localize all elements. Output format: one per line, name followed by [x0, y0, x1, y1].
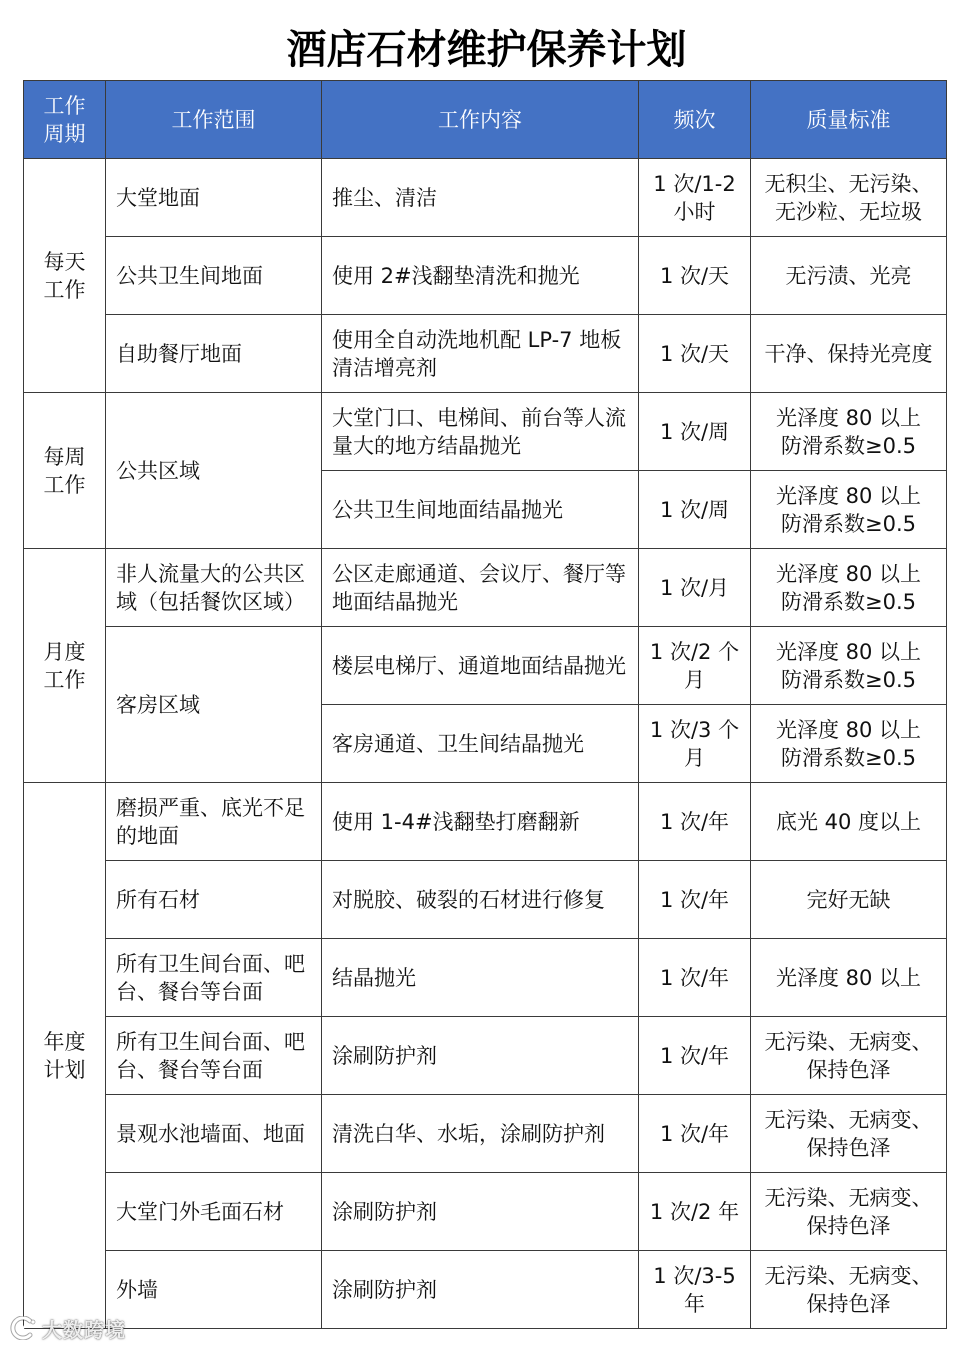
- frequency-cell: 1 次/1-2 小时: [639, 159, 751, 237]
- scope-cell: 大堂地面: [106, 159, 322, 237]
- standard-cell: 无污染、无病变、 保持色泽: [751, 1095, 947, 1173]
- table-row: [24, 1017, 947, 1095]
- content-cell: 使用 1-4#浅翻垫打磨翻新: [322, 783, 639, 861]
- table-row: [24, 237, 947, 315]
- standard-cell: 无积尘、无污染、 无沙粒、无垃圾: [751, 159, 947, 237]
- period-cell: 每周 工作: [24, 393, 106, 549]
- content-cell: 结晶抛光: [322, 939, 639, 1017]
- maintenance-plan-table: [23, 80, 947, 1329]
- scope-cell: 所有卫生间台面、吧 台、餐台等台面: [106, 1017, 322, 1095]
- content-cell: 楼层电梯厅、通道地面结晶抛光: [322, 627, 639, 705]
- table-row: [24, 1173, 947, 1251]
- frequency-cell: 1 次/天: [639, 237, 751, 315]
- table-row: [24, 627, 947, 705]
- frequency-cell: 1 次/周: [639, 471, 751, 549]
- scope-cell: 所有卫生间台面、吧 台、餐台等台面: [106, 939, 322, 1017]
- frequency-cell: 1 次/年: [639, 939, 751, 1017]
- content-cell: 清洗白华、水垢，涂刷防护剂: [322, 1095, 639, 1173]
- table-row: [24, 1251, 947, 1329]
- scope-cell: 公共卫生间地面: [106, 237, 322, 315]
- standard-cell: 无污染、无病变、 保持色泽: [751, 1017, 947, 1095]
- table-header: [24, 81, 947, 159]
- period-cell: 每天 工作: [24, 159, 106, 393]
- content-cell: 公区走廊通道、会议厅、餐厅等 地面结晶抛光: [322, 549, 639, 627]
- standard-cell: 干净、保持光亮度: [751, 315, 947, 393]
- table-row: [24, 1095, 947, 1173]
- frequency-cell: 1 次/2 个 月: [639, 627, 751, 705]
- table-row: [24, 861, 947, 939]
- table-header-row: [24, 81, 947, 159]
- content-cell: 公共卫生间地面结晶抛光: [322, 471, 639, 549]
- scope-cell: 非人流量大的公共区 域（包括餐饮区域）: [106, 549, 322, 627]
- table-row: [24, 939, 947, 1017]
- standard-cell: 光泽度 80 以上 防滑系数≥0.5: [751, 549, 947, 627]
- frequency-cell: 1 次/3-5 年: [639, 1251, 751, 1329]
- standard-cell: 无污渍、光亮: [751, 237, 947, 315]
- content-cell: 涂刷防护剂: [322, 1017, 639, 1095]
- content-cell: 对脱胶、破裂的石材进行修复: [322, 861, 639, 939]
- page-title: 酒店石材维护保养计划: [286, 27, 687, 73]
- content-cell: 使用全自动洗地机配 LP-7 地板 清洁增亮剂: [322, 315, 639, 393]
- table-row: [24, 393, 947, 471]
- scope-cell: 自助餐厅地面: [106, 315, 322, 393]
- content-cell: 客房通道、卫生间结晶抛光: [322, 705, 639, 783]
- brand-logo-icon: [8, 1316, 38, 1344]
- table-body: [24, 159, 947, 1329]
- scope-cell: 磨损严重、底光不足 的地面: [106, 783, 322, 861]
- frequency-cell: 1 次/年: [639, 783, 751, 861]
- frequency-cell: 1 次/月: [639, 549, 751, 627]
- scope-cell: 公共区域: [106, 393, 322, 549]
- scope-cell: 大堂门外毛面石材: [106, 1173, 322, 1251]
- frequency-cell: 1 次/年: [639, 1095, 751, 1173]
- table-row: [24, 315, 947, 393]
- standard-cell: 无污染、无病变、 保持色泽: [751, 1173, 947, 1251]
- period-cell: 月度 工作: [24, 549, 106, 783]
- header-content: 工作内容: [322, 81, 639, 159]
- standard-cell: 无污染、无病变、 保持色泽: [751, 1251, 947, 1329]
- header-standard: 质量标准: [751, 81, 947, 159]
- standard-cell: 光泽度 80 以上: [751, 939, 947, 1017]
- table-row: [24, 159, 947, 237]
- frequency-cell: 1 次/天: [639, 315, 751, 393]
- standard-cell: 光泽度 80 以上 防滑系数≥0.5: [751, 471, 947, 549]
- standard-cell: 完好无缺: [751, 861, 947, 939]
- header-scope: 工作范围: [106, 81, 322, 159]
- scope-cell: 所有石材: [106, 861, 322, 939]
- scope-cell: 外墙: [106, 1251, 322, 1329]
- frequency-cell: 1 次/周: [639, 393, 751, 471]
- standard-cell: 底光 40 度以上: [751, 783, 947, 861]
- header-frequency: 频次: [639, 81, 751, 159]
- content-cell: 涂刷防护剂: [322, 1251, 639, 1329]
- standard-cell: 光泽度 80 以上 防滑系数≥0.5: [751, 705, 947, 783]
- content-cell: 使用 2#浅翻垫清洗和抛光: [322, 237, 639, 315]
- scope-cell: 客房区域: [106, 627, 322, 783]
- scope-cell: 景观水池墙面、地面: [106, 1095, 322, 1173]
- standard-cell: 光泽度 80 以上 防滑系数≥0.5: [751, 393, 947, 471]
- frequency-cell: 1 次/2 年: [639, 1173, 751, 1251]
- content-cell: 大堂门口、电梯间、前台等人流 量大的地方结晶抛光: [322, 393, 639, 471]
- table-row: [24, 783, 947, 861]
- standard-cell: 光泽度 80 以上 防滑系数≥0.5: [751, 627, 947, 705]
- frequency-cell: 1 次/年: [639, 861, 751, 939]
- watermark: [8, 1316, 126, 1344]
- frequency-cell: 1 次/3 个 月: [639, 705, 751, 783]
- watermark-text: 大数跨境: [42, 1318, 126, 1342]
- header-period: 工作 周期: [24, 81, 106, 159]
- frequency-cell: 1 次/年: [639, 1017, 751, 1095]
- content-cell: 推尘、清洁: [322, 159, 639, 237]
- period-cell: 年度 计划: [24, 783, 106, 1329]
- content-cell: 涂刷防护剂: [322, 1173, 639, 1251]
- table-row: [24, 549, 947, 627]
